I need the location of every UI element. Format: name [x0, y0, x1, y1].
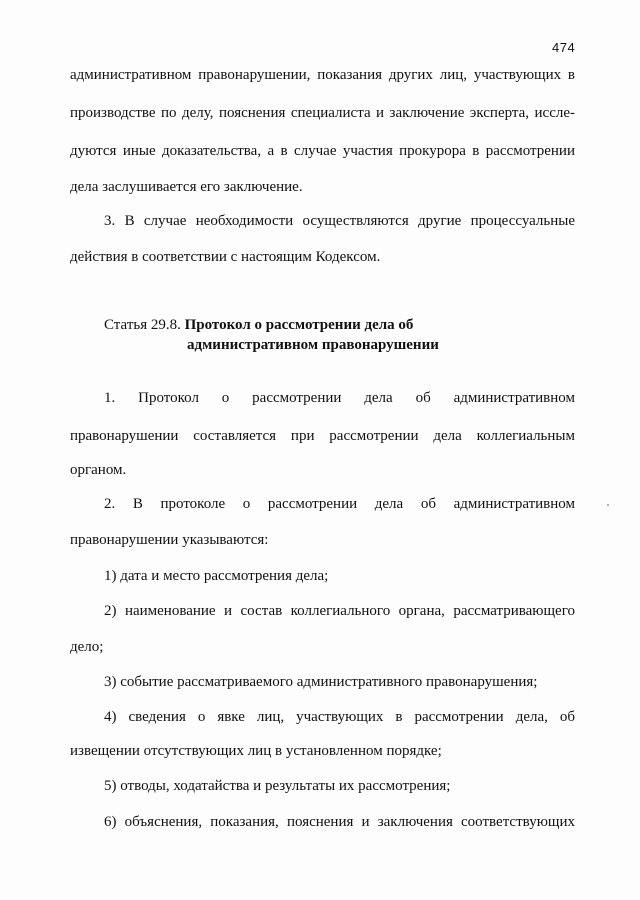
item-line: 2. В протоколе о рассмотрении дела об административном — [104, 496, 575, 512]
subitem-line: извещении отсутствующих лиц в установленном порядке; — [70, 743, 442, 759]
item-line: органом. — [70, 462, 127, 478]
paragraph-line: дела заслушивается его заключение. — [70, 179, 303, 195]
article-title-line-2: административном правонарушении — [187, 337, 439, 353]
subitem-line: 3) событие рассматриваемого административного правонарушения; — [104, 674, 538, 690]
article-heading — [104, 316, 413, 334]
article-title-line-1: Протокол о рассмотрении дела об — [184, 317, 414, 333]
item-line: правонарушении составляется при рассмотрении дела коллегиальным — [70, 428, 575, 444]
paragraph-line: производстве по делу, пояснения специалиста и заключение эксперта, иссле- — [70, 105, 575, 121]
scan-speck — [607, 504, 609, 506]
subitem-line: 2) наименование и состав коллегиального органа, рассматривающего — [104, 603, 575, 619]
subitem-line: 1) дата и место рассмотрения дела; — [104, 568, 329, 584]
subitem-line: 6) объяснения, показания, пояснения и заключения соответствующих — [104, 814, 575, 830]
paragraph-line: административном правонарушении, показания других лиц, участвующих в — [70, 67, 575, 83]
subitem-line: 5) отводы, ходатайства и результаты их рассмотрения; — [104, 778, 451, 794]
paragraph-line: 3. В случае необходимости осуществляются другие процессуальные — [104, 213, 575, 229]
item-line: правонарушении указываются: — [70, 532, 269, 548]
subitem-line: дело; — [70, 639, 104, 655]
paragraph-line: дуются иные доказательства, а в случае участия прокурора в рассмотрении — [70, 143, 575, 159]
page-number: 474 — [552, 40, 576, 55]
subitem-line: 4) сведения о явке лиц, участвующих в рассмотрении дела, об — [104, 709, 575, 725]
item-line: 1. Протокол о рассмотрении дела об административном — [104, 390, 575, 406]
article-number: Статья 29.8. — [104, 317, 185, 333]
paragraph-line: действия в соответствии с настоящим Кодексом. — [70, 249, 381, 265]
